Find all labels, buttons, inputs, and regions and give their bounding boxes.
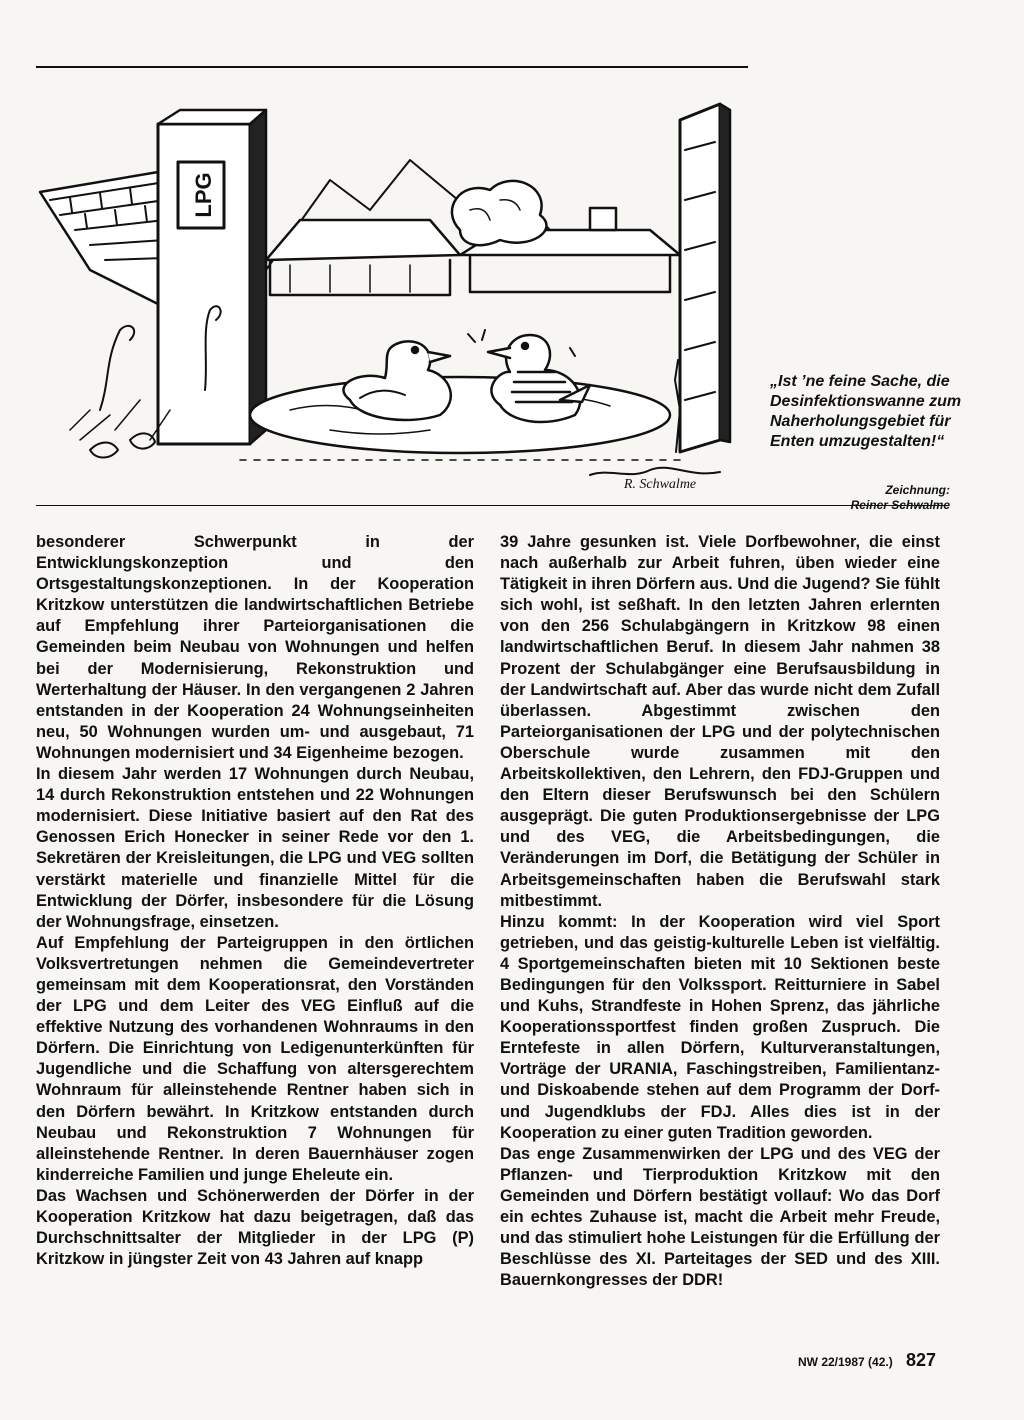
top-rule <box>36 66 748 68</box>
paragraph: Das Wachsen und Schönerwerden der Dörfer in der Kooperation Kritzkow hat dazu beigetragen, daß das Durchschnittsalter der Mitglieder in der LPG (P) Kritzkow in jüngster Zeit von 43 Jahren auf knapp <box>36 1186 474 1269</box>
lpg-sign: LPG <box>191 172 216 218</box>
tree <box>452 181 547 245</box>
paragraph: 39 Jahre gesunken ist. Viele Dorfbewohner, die einst nach außerhalb zur Arbeit fuhren, üben wieder eine Tätigkeit in ihren Dörfern aus. Und die Jugend? Sie fühlt sich wohl, ist seßhaft. In den letzten Jahren erlernten von den 256 Schulabgängern in Kritzkow 98 einen landwirtschaftlichen Beruf. In diesem Jahr nahmen 38 Prozent der Schulabgänger eine Berufsausbildung in der Landwirtschaft auf. Aber das wurde nicht dem Zufall überlassen. Abgestimmt zwischen den Parteiorganisationen der LPG und der polytechnischen Oberschule wurde zusammen mit den Arbeitskollektiven, den Lehrern, den FDJ-Gruppen und den Eltern dieser Berufswunsch bei den Schülern ausgeprägt. Die guten Produktionsergebnisse der LPG und des VEG, die Arbeitsbedingungen, die Veränderungen im Dorf, die Betätigung der Schüler in Arbeitsgemeinschaften haben die Berufswahl stark mitbestimmt. <box>500 533 940 910</box>
cartoon-illustration <box>30 80 750 495</box>
farm-building <box>266 220 460 260</box>
article-column-right <box>500 532 940 1291</box>
credit-label: Zeichnung: <box>885 483 950 497</box>
cartoon-credit <box>750 483 950 513</box>
article-column-left <box>36 532 474 1270</box>
paragraph: Hinzu kommt: In der Kooperation wird viel Sport getrieben, und das geistig-kulturelle Leben ist vielfältig. 4 Sportgemeinschaften bieten mit 10 Sektionen beste Bedingungen für den Volkssport. Reitturniere in Sabel und Kuhs, Strandfeste in Hohen Sprenz, das jährliche Kooperationssportfest finden großen Zuspruch. Die Erntefeste in allen Dörfern, Kulturveranstaltungen, Vorträge der URANIA, Faschingstreiben, Familientanz- und Diskoabende stehen auf dem Programm der Dorf- und Jugendklubs der FDJ. Alles dies ist in der Kooperation zu einer guten Tradition geworden. <box>500 912 940 1142</box>
credit-name: Reiner Schwalme <box>850 498 950 512</box>
paragraph: In diesem Jahr werden 17 Wohnungen durch Neubau, 14 durch Rekonstruktion entstehen und 22 Wohnungen modernisiert. Diese Initiative basiert auf den Rat des Genossen Erich Honecker in seiner Rede vor den 1. Sekretären der Kreisleitungen, die LPG und VEG sollten verstärkt materielle und finanzielle Mittel für die Entwicklung der Dörfer, insbesondere für die Lösung der Wohnungsfrage, einsetzen. <box>36 765 474 931</box>
page-number: 827 <box>906 1350 937 1370</box>
paragraph: besonderer Schwerpunkt in der Entwicklungskonzeption und den Ortsgestaltungskonzeptionen. In der Kooperation Kritzkow unterstützen die landwirtschaftlichen Betriebe auf Empfehlung ihrer Parteiorganisationen die Gemeinden beim Neubau von Wohnungen und helfen bei der Modernisierung, Rekonstruktion und Werterhaltung der Häuser. In den vergangenen 2 Jahren entstanden in der Kooperation 24 Wohnungseinheiten neu, 50 Wohnungen wurden um- und ausgebaut, 71 Wohnungen modernisiert und 34 Eigenheime bezogen. <box>36 533 474 762</box>
paragraph: Das enge Zusammenwirken der LPG und des VEG der Pflanzen- und Tierproduktion Kritzkow mit den Gemeinden und Dörfern bestätigt vollauf: Wo das Dorf ein echtes Zuhause ist, macht die Arbeit mehr Freude, und das stimuliert hohe Leistungen für die Erfüllung der Beschlüsse des XI. Parteitages der SED und des XIII. Bauernkongresses der DDR! <box>500 1144 940 1290</box>
duck-right <box>488 335 590 422</box>
paragraph: Auf Empfehlung der Parteigruppen in den örtlichen Volksvertretungen nehmen die Gemeindevertreter gemeinsam mit dem Kooperationsrat, den Vorständen der LPG und dem Leiter des VEG Einfluß auf die effektive Nutzung des vorhandenen Wohnraums in den Dörfern. Die Einrichtung von Ledigenunterkünften für Jugendliche und die Schaffung von altersgerechtem Wohnraum für alleinstehende Rentner haben sich in den Dörfern bewährt. In Kritzkow entstanden durch Neubau und Rekonstruktion 7 Wohnungen für alleinstehende Rentner. In deren Bauernhäuser zogen kinderreiche Familien und junge Eheleute ein. <box>36 933 474 1184</box>
artist-signature: R. Schwalme <box>623 477 697 492</box>
issue-reference: NW 22/1987 (42.) <box>798 1355 893 1369</box>
pond <box>250 377 670 453</box>
duck-left <box>343 341 450 420</box>
cartoon-caption: „Ist ’ne feine Sache, die Desinfektionswanne zum Naherholungsgebiet für Enten umzugestalten!“ <box>770 373 962 450</box>
